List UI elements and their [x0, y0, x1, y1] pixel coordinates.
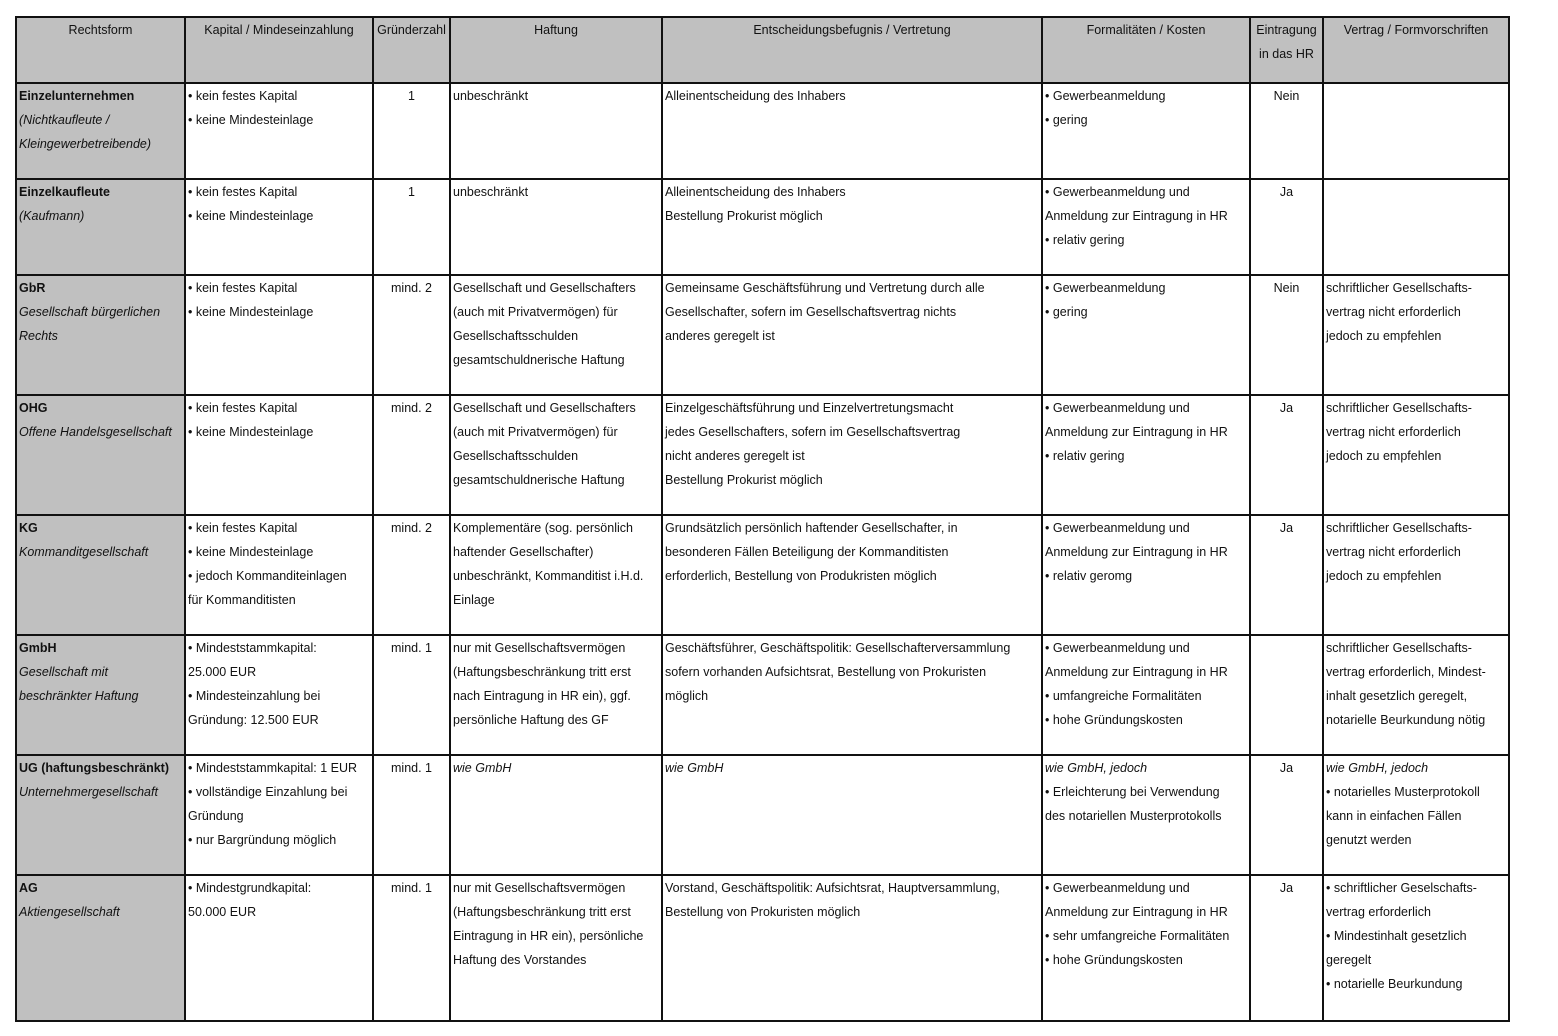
formalitaeten-line: • relativ gering	[1045, 233, 1125, 247]
kapital-line: • kein festes Kapital	[188, 401, 298, 415]
formalitaeten-line: • gering	[1045, 305, 1088, 319]
cell-eintragung-hr: Ja	[1250, 875, 1323, 1021]
cell-vertretung	[662, 83, 1042, 179]
cell-gruenderzahl: mind. 2	[373, 515, 450, 635]
haftung-line: Gesellschaft und Gesellschafters	[453, 401, 636, 415]
table-row	[16, 635, 1509, 755]
cell-formalitaeten	[1042, 83, 1250, 179]
kapital-line: • vollständige Einzahlung bei	[188, 785, 348, 799]
vertrag-line: vertrag erforderlich	[1326, 905, 1431, 919]
haftung-line: Komplementäre (sog. persönlich	[453, 521, 633, 535]
vertrag-line: geregelt	[1326, 953, 1372, 967]
kapital-line: • keine Mindesteinlage	[188, 113, 314, 127]
table-row	[16, 83, 1509, 179]
formalitaeten-line: • Gewerbeanmeldung und	[1045, 521, 1190, 535]
haftung-line: nur mit Gesellschaftsvermögen	[453, 881, 626, 895]
kapital-line: • Mindeststammkapital:	[188, 641, 317, 655]
rechtsform-subtitle: Kommanditgesellschaft	[19, 545, 149, 559]
cell-haftung	[450, 635, 662, 755]
vertrag-line: jedoch zu empfehlen	[1326, 329, 1442, 343]
kapital-line: 25.000 EUR	[188, 665, 257, 679]
cell-vertrag	[1323, 275, 1509, 395]
vertretung-line: Vorstand, Geschäftspolitik: Aufsichtsrat, Hauptversammlung,	[665, 881, 1000, 895]
vertretung-line: Grundsätzlich persönlich haftender Gesellschafter, in	[665, 521, 958, 535]
rechtsform-name: Einzelunternehmen	[19, 89, 135, 103]
cell-rechtsform	[16, 515, 185, 635]
haftung-line: (Haftungsbeschränkung tritt erst	[453, 665, 631, 679]
header-row	[16, 17, 1509, 83]
formalitaeten-line: Anmeldung zur Eintragung in HR	[1045, 545, 1228, 559]
cell-rechtsform	[16, 395, 185, 515]
cell-eintragung-hr: Ja	[1250, 179, 1323, 275]
cell-vertretung	[662, 395, 1042, 515]
rechtsform-subtitle: Gesellschaft bürgerlichen Rechts	[19, 305, 161, 343]
vertretung-line: möglich	[665, 689, 709, 703]
vertrag-line: vertrag nicht erforderlich	[1326, 305, 1461, 319]
cell-eintragung-hr: Ja	[1250, 395, 1323, 515]
cell-vertretung	[662, 275, 1042, 395]
vertrag-line: schriftlicher Gesellschafts-	[1326, 401, 1472, 415]
header-formalitaeten: Formalitäten / Kosten	[1042, 17, 1250, 83]
vertretung-line: erforderlich, Bestellung von Produkristen möglich	[665, 569, 937, 583]
cell-gruenderzahl: mind. 2	[373, 275, 450, 395]
formalitaeten-line: • Gewerbeanmeldung und	[1045, 641, 1190, 655]
rechtsform-subtitle: (Kaufmann)	[19, 209, 85, 223]
formalitaeten-line: des notariellen Musterprotokolls	[1045, 809, 1222, 823]
vertretung-line: anderes geregelt ist	[665, 329, 775, 343]
haftung-line: (auch mit Privatvermögen) für	[453, 305, 618, 319]
formalitaeten-line: • Gewerbeanmeldung und	[1045, 881, 1190, 895]
formalitaeten-line: • hohe Gründungskosten	[1045, 713, 1183, 727]
kapital-line: • Mindesteinzahlung bei	[188, 689, 321, 703]
vertretung-line: Bestellung Prokurist möglich	[665, 209, 823, 223]
vertretung-italic-line: wie GmbH	[665, 761, 724, 775]
vertretung-line: sofern vorhanden Aufsichtsrat, Bestellung von Prokuristen	[665, 665, 987, 679]
rechtsform-name: GbR	[19, 281, 46, 295]
cell-formalitaeten	[1042, 395, 1250, 515]
cell-kapital	[185, 635, 373, 755]
formalitaeten-line: Anmeldung zur Eintragung in HR	[1045, 209, 1228, 223]
vertretung-line: Bestellung Prokurist möglich	[665, 473, 823, 487]
vertretung-line: Alleinentscheidung des Inhabers	[665, 89, 846, 103]
haftung-line: nach Eintragung in HR ein), ggf.	[453, 689, 631, 703]
cell-vertrag	[1323, 875, 1509, 1021]
vertrag-line: schriftlicher Gesellschafts-	[1326, 281, 1472, 295]
header-vertretung: Entscheidungsbefugnis / Vertretung	[662, 17, 1042, 83]
haftung-line: Gesellschaftsschulden	[453, 449, 579, 463]
cell-formalitaeten	[1042, 755, 1250, 875]
vertretung-line: nicht anderes geregelt ist	[665, 449, 805, 463]
header-eintragung-hr	[1250, 17, 1323, 83]
rechtsform-name: AG	[19, 881, 38, 895]
kapital-line: • kein festes Kapital	[188, 185, 298, 199]
haftung-line: nur mit Gesellschaftsvermögen	[453, 641, 626, 655]
haftung-italic-line: wie GmbH	[453, 761, 512, 775]
header-vertrag: Vertrag / Formvorschriften	[1323, 17, 1509, 83]
header-eintragung-hr-text: Eintragung in das HR	[1256, 23, 1317, 61]
haftung-line: gesamtschuldnerische Haftung	[453, 473, 625, 487]
formalitaeten-line: • umfangreiche Formalitäten	[1045, 689, 1202, 703]
cell-kapital	[185, 179, 373, 275]
kapital-line: für Kommanditisten	[188, 593, 296, 607]
cell-formalitaeten	[1042, 275, 1250, 395]
header-haftung: Haftung	[450, 17, 662, 83]
cell-gruenderzahl: mind. 1	[373, 755, 450, 875]
cell-eintragung-hr: Ja	[1250, 755, 1323, 875]
cell-vertretung	[662, 179, 1042, 275]
vertretung-line: jedes Gesellschafters, sofern im Gesellschaftsvertrag	[665, 425, 961, 439]
cell-gruenderzahl: 1	[373, 83, 450, 179]
cell-formalitaeten	[1042, 515, 1250, 635]
kapital-line: 50.000 EUR	[188, 905, 257, 919]
haftung-line: Einlage	[453, 593, 495, 607]
table-row	[16, 515, 1509, 635]
table-row	[16, 179, 1509, 275]
formalitaeten-line: • hohe Gründungskosten	[1045, 953, 1183, 967]
cell-eintragung-hr	[1250, 635, 1323, 755]
rechtsform-name: GmbH	[19, 641, 57, 655]
cell-vertretung	[662, 755, 1042, 875]
cell-haftung	[450, 875, 662, 1021]
kapital-line: • keine Mindesteinlage	[188, 545, 314, 559]
haftung-line: (auch mit Privatvermögen) für	[453, 425, 618, 439]
formalitaeten-line: • Gewerbeanmeldung	[1045, 281, 1166, 295]
vertretung-line: besonderen Fällen Beteiligung der Kommanditisten	[665, 545, 949, 559]
vertrag-line: • notarielles Musterprotokoll	[1326, 785, 1480, 799]
formalitaeten-line: • Erleichterung bei Verwendung	[1045, 785, 1220, 799]
vertrag-line: • schriftlicher Geselschafts-	[1326, 881, 1477, 895]
table-row	[16, 875, 1509, 1021]
kapital-line: Gründung: 12.500 EUR	[188, 713, 319, 727]
vertrag-line: schriftlicher Gesellschafts-	[1326, 641, 1472, 655]
vertrag-line: jedoch zu empfehlen	[1326, 449, 1442, 463]
haftung-line: unbeschränkt	[453, 89, 529, 103]
header-gruenderzahl: Gründerzahl	[373, 17, 450, 83]
cell-vertrag	[1323, 635, 1509, 755]
rechtsform-subtitle: (Nichtkaufleute / Kleingewerbetreibende)	[19, 113, 152, 151]
cell-vertrag	[1323, 83, 1509, 179]
haftung-line: unbeschränkt	[453, 185, 529, 199]
cell-vertretung	[662, 515, 1042, 635]
rechtsform-subtitle: Gesellschaft mit beschränkter Haftung	[19, 665, 139, 703]
cell-kapital	[185, 755, 373, 875]
cell-vertrag	[1323, 755, 1509, 875]
cell-rechtsform	[16, 179, 185, 275]
vertretung-line: Geschäftsführer, Geschäftspolitik: Gesellschafterversammlung	[665, 641, 1011, 655]
vertrag-line: kann in einfachen Fällen	[1326, 809, 1462, 823]
formalitaeten-italic-line: wie GmbH, jedoch	[1045, 761, 1148, 775]
kapital-line: • jedoch Kommanditeinlagen	[188, 569, 347, 583]
haftung-line: gesamtschuldnerische Haftung	[453, 353, 625, 367]
vertrag-line: schriftlicher Gesellschafts-	[1326, 521, 1472, 535]
cell-haftung	[450, 83, 662, 179]
haftung-line: unbeschränkt, Kommanditist i.H.d.	[453, 569, 644, 583]
cell-haftung	[450, 515, 662, 635]
header-kapital: Kapital / Mindeseinzahlung	[185, 17, 373, 83]
cell-formalitaeten	[1042, 875, 1250, 1021]
kapital-line: • keine Mindesteinlage	[188, 425, 314, 439]
kapital-line: • Mindestgrundkapital:	[188, 881, 312, 895]
kapital-line: • keine Mindesteinlage	[188, 305, 314, 319]
rechtsform-subtitle: Offene Handelsgesellschaft	[19, 425, 172, 439]
kapital-line: • keine Mindesteinlage	[188, 209, 314, 223]
cell-rechtsform	[16, 755, 185, 875]
cell-kapital	[185, 515, 373, 635]
vertrag-line: vertrag nicht erforderlich	[1326, 545, 1461, 559]
vertretung-line: Gemeinsame Geschäftsführung und Vertretung durch alle	[665, 281, 985, 295]
haftung-line: haftender Gesellschafter)	[453, 545, 594, 559]
kapital-line: • kein festes Kapital	[188, 521, 298, 535]
vertrag-line: • Mindestinhalt gesetzlich	[1326, 929, 1467, 943]
vertrag-italic-line: wie GmbH, jedoch	[1326, 761, 1429, 775]
cell-haftung	[450, 179, 662, 275]
formalitaeten-line: • relativ gering	[1045, 449, 1125, 463]
kapital-line: Gründung	[188, 809, 244, 823]
cell-haftung	[450, 275, 662, 395]
cell-formalitaeten	[1042, 635, 1250, 755]
kapital-line: • kein festes Kapital	[188, 89, 298, 103]
vertrag-line: vertrag nicht erforderlich	[1326, 425, 1461, 439]
table-row	[16, 755, 1509, 875]
cell-rechtsform	[16, 875, 185, 1021]
vertrag-line: genutzt werden	[1326, 833, 1412, 847]
formalitaeten-line: • Gewerbeanmeldung und	[1045, 185, 1190, 199]
cell-rechtsform	[16, 635, 185, 755]
cell-vertretung	[662, 875, 1042, 1021]
cell-vertrag	[1323, 395, 1509, 515]
kapital-line: • Mindeststammkapital: 1 EUR	[188, 761, 358, 775]
rechtsform-subtitle: Aktiengesellschaft	[19, 905, 120, 919]
formalitaeten-line: Anmeldung zur Eintragung in HR	[1045, 665, 1228, 679]
cell-haftung	[450, 755, 662, 875]
cell-gruenderzahl: 1	[373, 179, 450, 275]
formalitaeten-line: • relativ geromg	[1045, 569, 1133, 583]
formalitaeten-line: • gering	[1045, 113, 1088, 127]
haftung-line: Gesellschaft und Gesellschafters	[453, 281, 636, 295]
cell-vertrag	[1323, 179, 1509, 275]
rechtsform-name: KG	[19, 521, 38, 535]
haftung-line: Eintragung in HR ein), persönliche	[453, 929, 644, 943]
vertrag-line: jedoch zu empfehlen	[1326, 569, 1442, 583]
rechtsform-name: UG (haftungsbeschränkt)	[19, 761, 170, 775]
haftung-line: Haftung des Vorstandes	[453, 953, 587, 967]
cell-rechtsform	[16, 83, 185, 179]
cell-gruenderzahl: mind. 2	[373, 395, 450, 515]
vertretung-line: Alleinentscheidung des Inhabers	[665, 185, 846, 199]
cell-kapital	[185, 83, 373, 179]
table-row	[16, 395, 1509, 515]
haftung-line: persönliche Haftung des GF	[453, 713, 609, 727]
formalitaeten-line: • sehr umfangreiche Formalitäten	[1045, 929, 1230, 943]
cell-formalitaeten	[1042, 179, 1250, 275]
vertretung-line: Gesellschafter, sofern im Gesellschaftsvertrag nichts	[665, 305, 957, 319]
kapital-line: • nur Bargründung möglich	[188, 833, 337, 847]
vertretung-line: Bestellung von Prokuristen möglich	[665, 905, 861, 919]
table-body	[16, 83, 1509, 1021]
rechtsform-name: Einzelkaufleute	[19, 185, 110, 199]
cell-haftung	[450, 395, 662, 515]
cell-rechtsform	[16, 275, 185, 395]
kapital-line: • kein festes Kapital	[188, 281, 298, 295]
cell-eintragung-hr: Nein	[1250, 83, 1323, 179]
formalitaeten-line: • Gewerbeanmeldung	[1045, 89, 1166, 103]
rechtsform-subtitle: Unternehmergesellschaft	[19, 785, 158, 799]
rechtsform-name: OHG	[19, 401, 48, 415]
rechtsformen-table	[15, 16, 1510, 1022]
cell-kapital	[185, 275, 373, 395]
vertrag-line: • notarielle Beurkundung	[1326, 977, 1463, 991]
cell-gruenderzahl: mind. 1	[373, 635, 450, 755]
cell-gruenderzahl: mind. 1	[373, 875, 450, 1021]
cell-vertrag	[1323, 515, 1509, 635]
header-rechtsform: Rechtsform	[16, 17, 185, 83]
haftung-line: (Haftungsbeschränkung tritt erst	[453, 905, 631, 919]
vertrag-line: vertrag erforderlich, Mindest-	[1326, 665, 1486, 679]
formalitaeten-line: • Gewerbeanmeldung und	[1045, 401, 1190, 415]
vertrag-line: inhalt gesetzlich geregelt,	[1326, 689, 1468, 703]
vertretung-line: Einzelgeschäftsführung und Einzelvertretungsmacht	[665, 401, 954, 415]
haftung-line: Gesellschaftsschulden	[453, 329, 579, 343]
cell-eintragung-hr: Ja	[1250, 515, 1323, 635]
cell-kapital	[185, 395, 373, 515]
formalitaeten-line: Anmeldung zur Eintragung in HR	[1045, 905, 1228, 919]
cell-kapital	[185, 875, 373, 1021]
vertrag-line: notarielle Beurkundung nötig	[1326, 713, 1486, 727]
cell-eintragung-hr: Nein	[1250, 275, 1323, 395]
formalitaeten-line: Anmeldung zur Eintragung in HR	[1045, 425, 1228, 439]
table-row	[16, 275, 1509, 395]
cell-vertretung	[662, 635, 1042, 755]
